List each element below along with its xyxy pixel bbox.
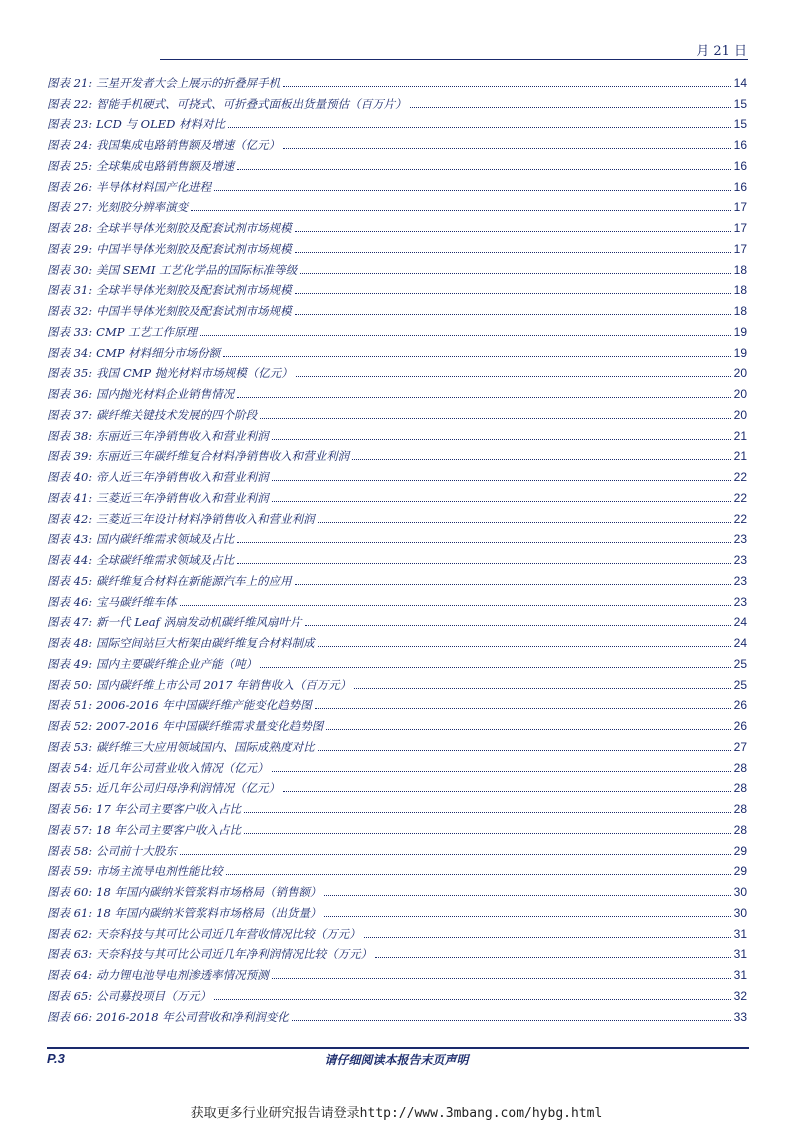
toc-entry-label: 图表 48: (47, 636, 93, 650)
toc-entry-label: 图表 60: (47, 885, 93, 899)
toc-entry-page: 26 (733, 719, 747, 733)
toc-entry-label: 图表 22: (47, 96, 93, 111)
toc-entry-label: 图表 28: (47, 221, 93, 235)
toc-entry-label: 图表 54: (47, 760, 93, 775)
toc-entry-title: 半导体材料国产化进程 (96, 179, 212, 194)
toc-entry-label: 图表 46: (47, 594, 93, 609)
toc-entry-title: 市场主流导电剂性能比较 (96, 864, 223, 879)
toc-leader-dots (180, 605, 731, 606)
toc-entry-title: 我国集成电路销售额及增速（亿元） (96, 138, 281, 152)
toc-entry-title: 2006-2016 年中国碳纤维产能变化趋势图 (96, 698, 312, 713)
toc-entry[interactable] (47, 111, 747, 132)
toc-entry-title: 我国 CMP 抛光材料市场规模（亿元） (96, 366, 293, 381)
toc-leader-dots (223, 356, 731, 357)
toc-leader-dots (364, 937, 731, 938)
toc-entry-label: 图表 58: (47, 843, 93, 858)
toc-leader-dots (410, 107, 731, 108)
header-date: 月 21 日 (696, 44, 747, 59)
toc-leader-dots (326, 729, 730, 730)
toc-entry-title: 新一代 Leaf 涡扇发动机碳纤维风扇叶片 (96, 615, 302, 630)
toc-leader-dots (375, 957, 730, 958)
toc-entry-title: LCD 与 OLED 材料对比 (96, 117, 225, 132)
toc-entry-title: 东丽近三年碳纤维复合材料净销售收入和营业利润 (96, 449, 350, 464)
toc-entry-page: 28 (733, 760, 747, 775)
toc-leader-dots (283, 791, 730, 792)
toc-leader-dots (305, 625, 731, 626)
toc-entry-label: 图表 56: (47, 802, 93, 816)
toc-leader-dots (244, 812, 731, 813)
download-note: 获取更多行业研究报告请登录http://www.3mbang.com/hybg.html (190, 1106, 603, 1121)
toc-entry-label: 图表 29: (47, 241, 93, 256)
toc-entry-page: 22 (733, 490, 747, 505)
toc-leader-dots (272, 978, 731, 979)
toc-entry[interactable] (47, 194, 747, 215)
toc-entry-page: 30 (733, 885, 747, 899)
toc-entry-title: 东丽近三年净销售收入和营业利润 (96, 428, 269, 443)
toc-entry[interactable] (47, 90, 747, 111)
toc-entry[interactable] (47, 256, 747, 277)
toc-entry[interactable] (47, 816, 747, 837)
toc-entry-page: 23 (733, 594, 747, 609)
toc-leader-dots (228, 127, 731, 128)
toc-entry-label: 图表 43: (47, 532, 93, 547)
toc-entry-page: 16 (733, 179, 747, 194)
toc-entry-page: 26 (733, 698, 747, 713)
toc-entry-label: 图表 26: (47, 179, 93, 194)
toc-leader-dots (354, 688, 730, 689)
header-divider (160, 59, 748, 60)
toc-leader-dots (237, 397, 730, 398)
toc-entry-label: 图表 65: (47, 988, 93, 1003)
toc-entry-page: 16 (733, 138, 747, 152)
toc-entry-title: 国内抛光材料企业销售情况 (96, 387, 235, 401)
toc-entry[interactable] (47, 131, 747, 152)
toc-leader-dots (180, 854, 731, 855)
toc-leader-dots (318, 750, 731, 751)
toc-entry-page: 28 (733, 781, 747, 796)
footer-page-number: P.3 (47, 1051, 65, 1066)
toc-entry-label: 图表 34: (47, 345, 93, 360)
toc-entry-label: 图表 41: (47, 490, 93, 505)
toc-entry-label: 图表 32: (47, 304, 93, 318)
toc-entry-page: 14 (733, 75, 747, 90)
toc-leader-dots (315, 708, 731, 709)
toc-entry[interactable] (47, 692, 747, 713)
toc-leader-dots (200, 335, 731, 336)
toc-entry-page: 19 (733, 324, 747, 339)
toc-leader-dots (295, 584, 731, 585)
toc-leader-dots (237, 563, 730, 564)
toc-leader-dots (272, 439, 731, 440)
toc-leader-dots (260, 418, 730, 419)
toc-entry-label: 图表 24: (47, 138, 93, 152)
toc-entry-page: 31 (733, 968, 747, 982)
toc-entry-title: 18 年公司主要客户收入占比 (96, 822, 241, 837)
toc-entry-title: 国内主要碳纤维企业产能（吨） (96, 656, 258, 671)
toc-leader-dots (295, 314, 731, 315)
toc-entry-title: 光刻胶分辨率演变 (96, 200, 189, 215)
toc-entry-label: 图表 37: (47, 407, 93, 422)
toc-entry-page: 25 (733, 677, 747, 692)
toc-entry-title: 2007-2016 年中国碳纤维需求量变化趋势图 (96, 719, 324, 733)
toc-entry-title: 中国半导体光刻胶及配套试剂市场规模 (96, 241, 292, 256)
toc-entry-title: 三菱近三年设计材料净销售收入和营业利润 (96, 511, 315, 526)
toc-entry-page: 28 (733, 822, 747, 837)
toc-leader-dots (237, 542, 730, 543)
toc-entry-label: 图表 21: (47, 75, 93, 90)
toc-entry[interactable] (47, 671, 747, 692)
toc-entry-page: 21 (733, 449, 747, 464)
toc-entry-label: 图表 33: (47, 324, 93, 339)
toc-entry-label: 图表 64: (47, 968, 93, 982)
toc-entry[interactable] (47, 588, 747, 609)
table-of-figures (47, 69, 747, 1024)
toc-entry[interactable] (47, 173, 747, 194)
toc-entry-title: CMP 工艺工作原理 (96, 324, 198, 339)
toc-entry-label: 图表 39: (47, 449, 93, 464)
toc-entry[interactable] (47, 629, 747, 650)
toc-entry-title: 全球半导体光刻胶及配套试剂市场规模 (96, 283, 292, 298)
toc-entry-page: 29 (733, 864, 747, 879)
toc-entry[interactable] (47, 837, 747, 858)
toc-leader-dots (324, 895, 730, 896)
toc-leader-dots (191, 210, 730, 211)
toc-entry[interactable] (47, 609, 747, 630)
toc-entry-title: 宝马碳纤维车体 (96, 594, 177, 609)
toc-entry-label: 图表 45: (47, 573, 93, 588)
toc-entry[interactable] (47, 567, 747, 588)
toc-entry[interactable] (47, 422, 747, 443)
toc-entry-label: 图表 53: (47, 739, 93, 754)
toc-entry-label: 图表 35: (47, 366, 93, 381)
toc-entry-page: 18 (733, 304, 747, 318)
toc-entry[interactable] (47, 401, 747, 422)
toc-entry[interactable] (47, 339, 747, 360)
toc-leader-dots (296, 376, 731, 377)
toc-leader-dots (295, 293, 731, 294)
toc-entry-page: 18 (733, 283, 747, 298)
toc-entry-title: 公司募投项目（万元） (96, 988, 212, 1003)
toc-entry-label: 图表 52: (47, 719, 93, 733)
toc-leader-dots (300, 273, 731, 274)
toc-entry[interactable] (47, 982, 747, 1003)
toc-leader-dots (283, 86, 730, 87)
toc-entry-title: 全球集成电路销售额及增速 (96, 158, 235, 173)
toc-entry-page: 22 (733, 511, 747, 526)
toc-leader-dots (244, 833, 731, 834)
toc-leader-dots (272, 480, 731, 481)
toc-entry[interactable] (47, 505, 747, 526)
toc-entry[interactable] (47, 318, 747, 339)
toc-entry-title: 智能手机硬式、可挠式、可折叠式面板出货量预估（百万片） (96, 96, 407, 111)
toc-entry-page: 24 (733, 636, 747, 650)
toc-entry-label: 图表 31: (47, 283, 93, 298)
toc-entry-page: 20 (733, 366, 747, 381)
toc-entry-label: 图表 50: (47, 677, 93, 692)
toc-leader-dots (226, 874, 731, 875)
toc-entry[interactable] (47, 546, 747, 567)
toc-entry-title: 近几年公司营业收入情况（亿元） (96, 760, 269, 775)
toc-entry-label: 图表 36: (47, 387, 93, 401)
toc-entry[interactable] (47, 712, 747, 733)
toc-entry-title: 帝人近三年净销售收入和营业利润 (96, 470, 269, 484)
toc-entry[interactable] (47, 214, 747, 235)
toc-entry-label: 图表 62: (47, 926, 93, 941)
toc-entry-page: 33 (733, 1009, 747, 1024)
toc-entry-label: 图表 47: (47, 615, 93, 630)
toc-entry-title: 全球半导体光刻胶及配套试剂市场规模 (96, 221, 292, 235)
toc-entry-label: 图表 57: (47, 822, 93, 837)
toc-entry-page: 29 (733, 843, 747, 858)
toc-entry-title: 近几年公司归母净利润情况（亿元） (96, 781, 281, 796)
footer-divider (47, 1047, 749, 1049)
toc-leader-dots (295, 231, 731, 232)
toc-entry-page: 23 (733, 573, 747, 588)
toc-entry-title: 17 年公司主要客户收入占比 (96, 802, 241, 816)
toc-entry-page: 25 (733, 656, 747, 671)
toc-entry-label: 图表 38: (47, 428, 93, 443)
toc-entry-label: 图表 25: (47, 158, 93, 173)
toc-entry-title: 碳纤维三大应用领域国内、国际成熟度对比 (96, 739, 315, 754)
toc-entry-title: 动力锂电池导电剂渗透率情况预测 (96, 968, 269, 982)
toc-entry[interactable] (47, 235, 747, 256)
toc-entry-label: 图表 27: (47, 200, 93, 215)
toc-entry-label: 图表 23: (47, 117, 93, 132)
toc-entry[interactable] (47, 69, 747, 90)
toc-entry-label: 图表 63: (47, 947, 93, 962)
toc-entry-page: 19 (733, 345, 747, 360)
toc-leader-dots (318, 522, 731, 523)
toc-entry-page: 21 (733, 428, 747, 443)
toc-entry-label: 图表 42: (47, 511, 93, 526)
toc-entry-title: 三星开发者大会上展示的折叠屏手机 (96, 75, 281, 90)
toc-leader-dots (237, 169, 730, 170)
toc-entry-label: 图表 40: (47, 470, 93, 484)
toc-entry-title: 国际空间站巨大桁架由碳纤维复合材料制成 (96, 636, 315, 650)
toc-entry-page: 17 (733, 241, 747, 256)
toc-entry-page: 20 (733, 407, 747, 422)
toc-entry[interactable] (47, 526, 747, 547)
toc-entry-page: 15 (733, 96, 747, 111)
toc-entry[interactable] (47, 380, 747, 401)
toc-entry[interactable] (47, 360, 747, 381)
toc-leader-dots (272, 501, 731, 502)
toc-leader-dots (272, 771, 731, 772)
toc-entry-title: 18 年国内碳纳米管浆料市场格局（出货量） (96, 905, 322, 920)
toc-entry[interactable] (47, 754, 747, 775)
toc-entry-page: 18 (733, 262, 747, 277)
toc-entry[interactable] (47, 484, 747, 505)
footer-disclaimer: 请仔细阅读本报告末页声明 (324, 1053, 469, 1067)
toc-entry[interactable] (47, 463, 747, 484)
toc-entry-page: 15 (733, 117, 747, 132)
toc-entry-page: 28 (733, 802, 747, 816)
toc-entry[interactable] (47, 152, 747, 173)
toc-entry[interactable] (47, 878, 747, 899)
toc-entry-title: CMP 材料细分市场份额 (96, 345, 221, 360)
toc-entry[interactable] (47, 297, 747, 318)
toc-entry[interactable] (47, 961, 747, 982)
toc-entry-label: 图表 30: (47, 262, 93, 277)
toc-entry-title: 中国半导体光刻胶及配套试剂市场规模 (96, 304, 292, 318)
toc-entry-label: 图表 51: (47, 698, 93, 713)
toc-entry[interactable] (47, 858, 747, 879)
toc-entry[interactable] (47, 775, 747, 796)
toc-leader-dots (292, 1020, 731, 1021)
toc-entry[interactable] (47, 650, 747, 671)
toc-entry-page: 20 (733, 387, 747, 401)
toc-entry-label: 图表 55: (47, 781, 93, 796)
toc-entry-page: 31 (733, 947, 747, 962)
toc-entry-label: 图表 49: (47, 656, 93, 671)
toc-leader-dots (318, 646, 731, 647)
toc-entry-page: 23 (733, 532, 747, 547)
toc-entry-title: 碳纤维关键技术发展的四个阶段 (96, 407, 258, 422)
toc-entry-page: 22 (733, 470, 747, 484)
toc-entry[interactable] (47, 1003, 747, 1024)
toc-entry-page: 16 (733, 158, 747, 173)
toc-entry-title: 碳纤维复合材料在新能源汽车上的应用 (96, 573, 292, 588)
toc-entry-title: 天奈科技与其可比公司近几年营收情况比较（万元） (96, 926, 361, 941)
toc-entry[interactable] (47, 277, 747, 298)
toc-leader-dots (295, 252, 731, 253)
toc-entry-page: 31 (733, 926, 747, 941)
toc-entry-page: 32 (733, 988, 747, 1003)
toc-leader-dots (283, 148, 730, 149)
toc-leader-dots (352, 459, 730, 460)
toc-entry[interactable] (47, 899, 747, 920)
toc-entry[interactable] (47, 733, 747, 754)
toc-entry-title: 三菱近三年净销售收入和营业利润 (96, 490, 269, 505)
toc-entry-page: 17 (733, 221, 747, 235)
toc-entry-title: 国内碳纤维需求领域及占比 (96, 532, 235, 547)
toc-entry-page: 27 (733, 739, 747, 754)
toc-leader-dots (260, 667, 730, 668)
toc-entry-label: 图表 44: (47, 553, 93, 567)
toc-entry-page: 17 (733, 200, 747, 215)
toc-entry[interactable] (47, 795, 747, 816)
toc-entry-title: 全球碳纤维需求领域及占比 (96, 553, 235, 567)
toc-leader-dots (214, 190, 730, 191)
toc-leader-dots (214, 999, 730, 1000)
toc-entry[interactable] (47, 443, 747, 464)
toc-entry[interactable] (47, 920, 747, 941)
toc-entry-page: 24 (733, 615, 747, 630)
toc-leader-dots (324, 916, 730, 917)
toc-entry-title: 国内碳纤维上市公司 2017 年销售收入（百万元） (96, 677, 352, 692)
toc-entry-page: 23 (733, 553, 747, 567)
toc-entry-title: 天奈科技与其可比公司近几年净利润情况比较（万元） (96, 947, 373, 962)
toc-entry-label: 图表 66: (47, 1009, 93, 1024)
toc-entry[interactable] (47, 941, 747, 962)
toc-entry-title: 18 年国内碳纳米管浆料市场格局（销售额） (96, 885, 322, 899)
toc-entry-title: 美国 SEMI 工艺化学品的国际标准等级 (96, 262, 298, 277)
toc-entry-title: 2016-2018 年公司营收和净利润变化 (96, 1009, 289, 1024)
toc-entry-title: 公司前十大股东 (96, 843, 177, 858)
toc-entry-label: 图表 59: (47, 864, 93, 879)
toc-entry-page: 30 (733, 905, 747, 920)
toc-entry-label: 图表 61: (47, 905, 93, 920)
